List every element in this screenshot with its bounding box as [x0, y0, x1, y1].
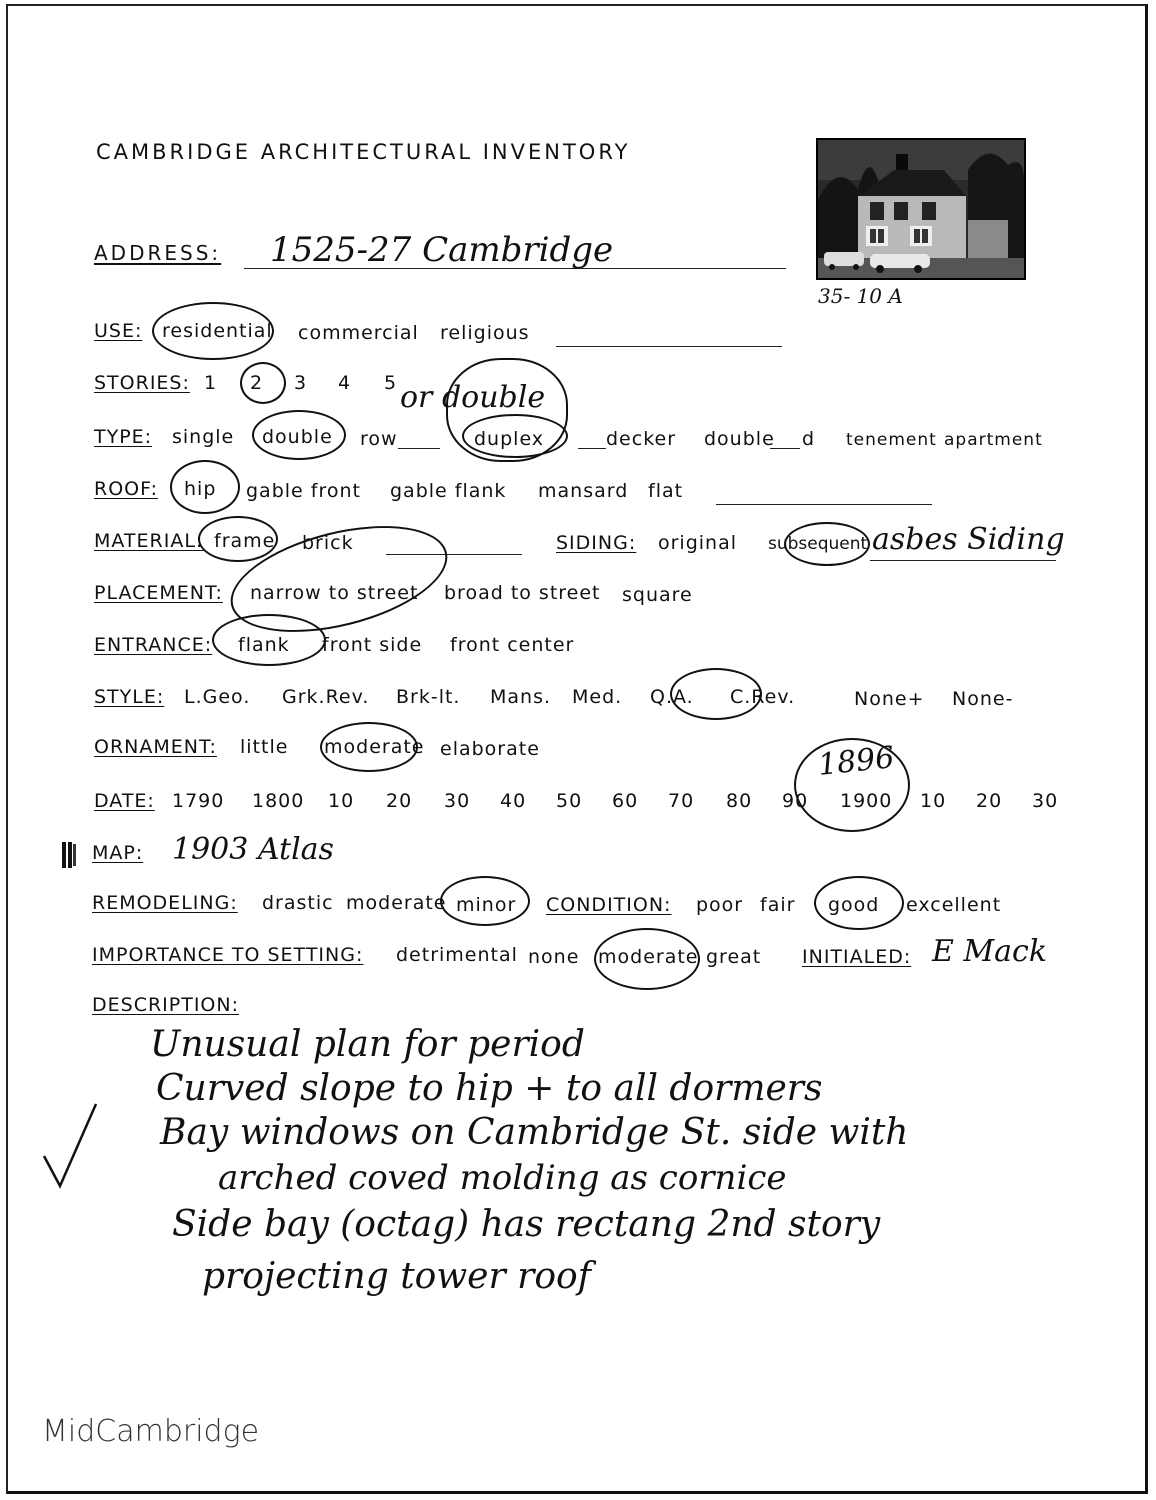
- roof-option-gable-flank[interactable]: gable flank: [390, 480, 507, 502]
- type-row-blank[interactable]: [398, 448, 440, 449]
- roof-selected-circle: [170, 460, 240, 514]
- remodeling-option-minor[interactable]: minor: [456, 894, 517, 916]
- roof-other-blank[interactable]: [716, 504, 932, 505]
- style-option-qa[interactable]: Q.A.: [650, 686, 694, 708]
- roof-label: ROOF:: [94, 478, 158, 500]
- photo-reference: 35- 10 A: [818, 284, 903, 308]
- date-option-20[interactable]: 20: [386, 790, 413, 812]
- material-option-brick[interactable]: brick: [302, 532, 354, 554]
- placement-label: PLACEMENT:: [94, 582, 223, 604]
- initialed-label: INITIALED:: [802, 946, 912, 968]
- type-duplex-circle: [462, 414, 568, 458]
- stories-option-2[interactable]: 2: [250, 372, 264, 394]
- house-photo: [816, 138, 1026, 280]
- date-option-90[interactable]: 90: [782, 790, 809, 812]
- type-option-double[interactable]: double: [262, 426, 333, 448]
- map-label: MAP:: [92, 842, 144, 864]
- type-label: TYPE:: [94, 426, 153, 448]
- remodeling-label: REMODELING:: [92, 892, 238, 914]
- date-option-60[interactable]: 60: [612, 790, 639, 812]
- style-option-grkrev[interactable]: Grk.Rev.: [282, 686, 370, 708]
- map-pencil-mark: [60, 840, 78, 870]
- description-line-5: Side bay (octag) has rectang 2nd story: [172, 1204, 881, 1245]
- siding-label: SIDING:: [556, 532, 637, 554]
- type-double-circle: [252, 410, 346, 460]
- condition-label: CONDITION:: [546, 894, 672, 916]
- description-line-6: projecting tower roof: [202, 1256, 592, 1297]
- type-option-duplex[interactable]: duplex: [474, 428, 545, 450]
- description-line-4: arched coved molding as cornice: [218, 1158, 787, 1198]
- date-option-10[interactable]: 10: [328, 790, 355, 812]
- date-option-1900[interactable]: 1900: [840, 790, 893, 812]
- stories-option-4[interactable]: 4: [338, 372, 352, 394]
- stories-option-3[interactable]: 3: [294, 372, 308, 394]
- material-selected-circle: [198, 516, 278, 562]
- neighborhood-note: MidCambridge: [42, 1414, 260, 1449]
- type-option-d: d: [802, 428, 816, 450]
- use-other-blank[interactable]: [556, 346, 782, 347]
- importance-option-detrimental[interactable]: detrimental: [396, 944, 518, 966]
- description-label: DESCRIPTION:: [92, 994, 240, 1016]
- date-option-30b[interactable]: 30: [1032, 790, 1059, 812]
- placement-option-narrow[interactable]: narrow to street: [250, 582, 419, 604]
- address-value[interactable]: 1525-27 Cambridge: [270, 230, 614, 270]
- date-option-70[interactable]: 70: [668, 790, 695, 812]
- condition-option-good[interactable]: good: [828, 894, 880, 916]
- type-decker-blank[interactable]: [578, 448, 606, 449]
- use-label: USE:: [94, 320, 143, 342]
- ornament-selected-circle: [320, 722, 418, 772]
- entrance-option-front-side[interactable]: front side: [322, 634, 423, 656]
- condition-option-fair[interactable]: fair: [760, 894, 796, 916]
- date-label: DATE:: [94, 790, 155, 812]
- type-option-row[interactable]: row: [360, 428, 398, 450]
- entrance-option-front-center[interactable]: front center: [450, 634, 575, 656]
- siding-note-line: [870, 560, 1056, 561]
- type-option-single[interactable]: single: [172, 426, 235, 448]
- condition-option-poor[interactable]: poor: [696, 894, 744, 916]
- ornament-option-moderate[interactable]: moderate: [324, 736, 425, 758]
- style-option-lgeo[interactable]: L.Geo.: [184, 686, 251, 708]
- date-option-1790[interactable]: 1790: [172, 790, 225, 812]
- entrance-option-flank[interactable]: flank: [238, 634, 290, 656]
- use-option-commercial[interactable]: commercial: [298, 322, 419, 344]
- style-option-none-plus[interactable]: None+: [854, 688, 925, 710]
- condition-option-excellent[interactable]: excellent: [906, 894, 1002, 916]
- remodeling-option-drastic[interactable]: drastic: [262, 892, 334, 914]
- initialed-value[interactable]: E Mack: [932, 934, 1048, 969]
- ornament-option-elaborate[interactable]: elaborate: [440, 738, 540, 760]
- importance-option-great[interactable]: great: [706, 946, 762, 968]
- date-note-circle: [794, 738, 910, 832]
- date-option-50[interactable]: 50: [556, 790, 583, 812]
- type-double-decker-blank[interactable]: [770, 448, 800, 449]
- remodeling-option-moderate[interactable]: moderate: [346, 892, 447, 914]
- date-option-40[interactable]: 40: [500, 790, 527, 812]
- description-line-2: Curved slope to hip + to all dormers: [156, 1068, 823, 1109]
- siding-selected-circle: [784, 522, 870, 566]
- date-option-30[interactable]: 30: [444, 790, 471, 812]
- roof-option-gable-front[interactable]: gable front: [246, 480, 361, 502]
- map-value[interactable]: 1903 Atlas: [172, 832, 334, 867]
- entrance-selected-circle: [212, 614, 326, 666]
- date-note: 1896: [816, 740, 896, 783]
- ornament-label: ORNAMENT:: [94, 736, 217, 758]
- style-option-crev[interactable]: C.Rev.: [730, 686, 796, 708]
- stories-option-1[interactable]: 1: [204, 372, 218, 394]
- importance-option-none[interactable]: none: [528, 946, 580, 968]
- material-option-frame[interactable]: frame: [214, 530, 276, 552]
- roof-option-hip[interactable]: hip: [184, 478, 217, 500]
- house-photo-image: [818, 140, 1024, 278]
- style-option-med[interactable]: Med.: [572, 686, 623, 708]
- use-option-residential[interactable]: residential: [162, 320, 273, 342]
- type-option-decker[interactable]: decker: [606, 428, 677, 450]
- form-title: CAMBRIDGE ARCHITECTURAL INVENTORY: [96, 140, 631, 164]
- style-option-mans[interactable]: Mans.: [490, 686, 552, 708]
- siding-option-original[interactable]: original: [658, 532, 738, 554]
- checkmark-icon: [40, 1100, 100, 1192]
- condition-selected-circle: [814, 876, 904, 930]
- placement-option-broad[interactable]: broad to street: [444, 582, 601, 604]
- style-option-brklt[interactable]: Brk-lt.: [396, 686, 461, 708]
- date-option-10b[interactable]: 10: [920, 790, 947, 812]
- placement-option-square[interactable]: square: [622, 584, 693, 606]
- date-option-80[interactable]: 80: [726, 790, 753, 812]
- ornament-option-little[interactable]: little: [240, 736, 289, 758]
- stories-option-5[interactable]: 5: [384, 372, 398, 394]
- date-option-20b[interactable]: 20: [976, 790, 1003, 812]
- description-line-1: Unusual plan for period: [150, 1024, 585, 1065]
- importance-label: IMPORTANCE TO SETTING:: [92, 944, 364, 966]
- stories-selected-circle: [240, 362, 286, 404]
- remodeling-selected-circle: [440, 876, 530, 926]
- type-note: or double: [400, 380, 546, 415]
- type-option-double-decker[interactable]: double: [704, 428, 775, 450]
- importance-option-moderate[interactable]: moderate: [598, 946, 699, 968]
- siding-option-subsequent[interactable]: subsequent: [768, 534, 868, 554]
- material-label: MATERIAL:: [94, 530, 204, 552]
- style-option-none-minus[interactable]: None-: [952, 688, 1014, 710]
- roof-option-flat[interactable]: flat: [648, 480, 684, 502]
- type-option-apartment[interactable]: apartment: [944, 430, 1043, 450]
- use-option-religious[interactable]: religious: [440, 322, 530, 344]
- description-line-3: Bay windows on Cambridge St. side with: [160, 1112, 909, 1153]
- importance-selected-circle: [594, 928, 700, 990]
- style-label: STYLE:: [94, 686, 165, 708]
- stories-label: STORIES:: [94, 372, 190, 394]
- use-selected-circle: [152, 302, 274, 360]
- roof-option-mansard[interactable]: mansard: [538, 480, 629, 502]
- type-option-tenement[interactable]: tenement: [846, 430, 937, 450]
- address-label: ADDRESS:: [94, 241, 222, 265]
- entrance-label: ENTRANCE:: [94, 634, 213, 656]
- siding-note: asbes Siding: [872, 522, 1065, 557]
- style-selected-circle: [670, 668, 762, 720]
- date-option-1800[interactable]: 1800: [252, 790, 305, 812]
